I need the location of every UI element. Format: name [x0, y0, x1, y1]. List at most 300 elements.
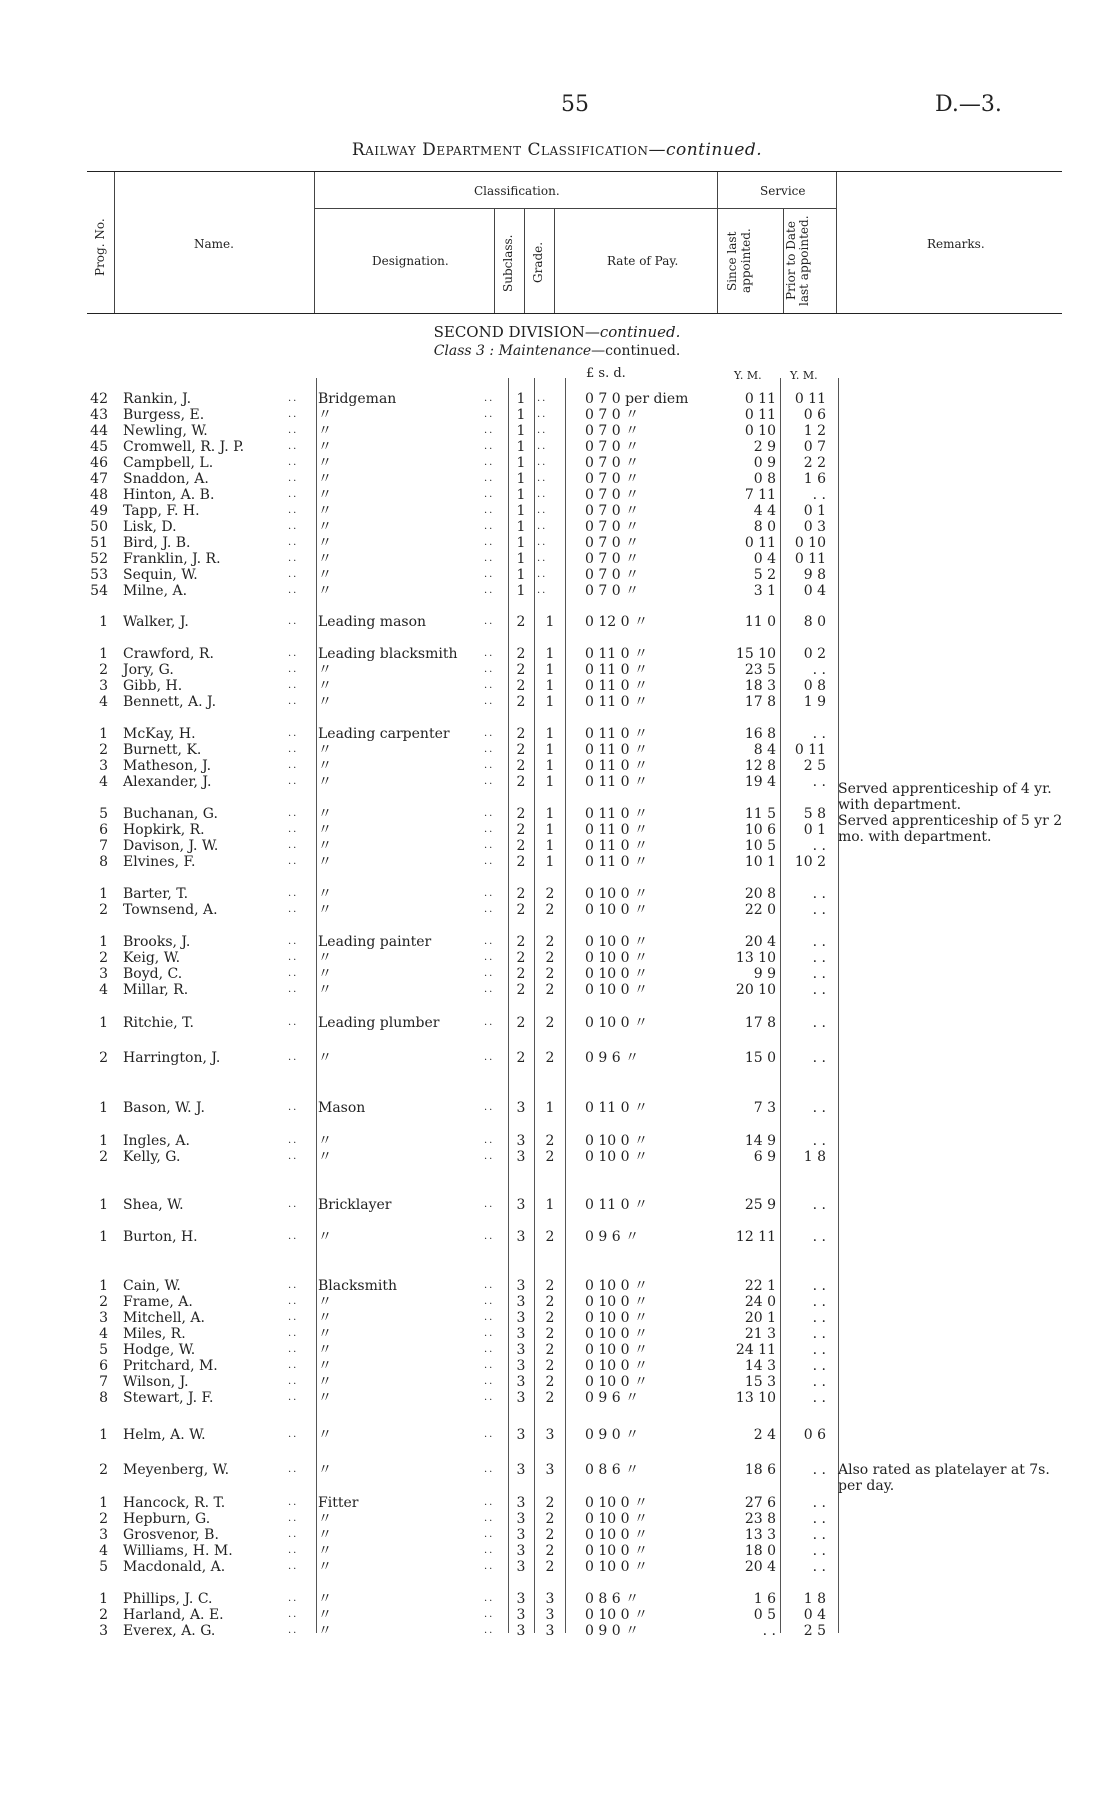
prog-no-cell: 46 — [90, 455, 108, 471]
leader-dots: .. — [288, 888, 299, 899]
leader-dots: .. — [484, 1625, 495, 1636]
table-row — [0, 535, 1114, 551]
remark-note: Served apprenticeship of 4 yr. with department. — [838, 781, 1052, 813]
prior-service-cell: . . — [812, 886, 826, 902]
name-cell: Burton, H. — [123, 1229, 198, 1245]
header-divider — [717, 172, 718, 313]
prog-no-cell: 1 — [99, 1591, 108, 1607]
designation-cell: 〃 — [318, 1462, 332, 1478]
table-row — [0, 662, 1114, 678]
prior-service-cell: . . — [812, 1495, 826, 1511]
leader-dots: .. — [537, 537, 548, 548]
subclass-cell: 2 — [516, 742, 526, 758]
leader-dots: .. — [288, 1609, 299, 1620]
since-last-appointed-cell: . . — [762, 1623, 776, 1639]
header-name: Name. — [194, 237, 234, 251]
leader-dots: .. — [288, 1625, 299, 1636]
since-last-appointed-cell: 0 4 — [753, 551, 776, 567]
leader-dots: .. — [484, 425, 495, 436]
rate-of-pay-cell: 0 10 0 〃 — [585, 1374, 648, 1390]
since-last-appointed-cell: 0 11 — [744, 391, 776, 407]
header-divider — [524, 208, 525, 313]
designation-cell: 〃 — [318, 774, 332, 790]
name-cell: Ingles, A. — [123, 1133, 190, 1149]
subclass-cell: 1 — [516, 439, 526, 455]
rate-of-pay-cell: 0 7 0 per diem — [585, 391, 689, 407]
leader-dots: .. — [484, 648, 495, 659]
table-row — [0, 1050, 1114, 1066]
rate-of-pay-cell: 0 7 0 〃 — [585, 439, 640, 455]
prior-service-cell: . . — [812, 774, 826, 790]
rate-of-pay-cell: 0 7 0 〃 — [585, 535, 640, 551]
grade-cell: 2 — [545, 1511, 555, 1527]
leader-dots: .. — [484, 1017, 495, 1028]
section-title-main: SECOND DIVISION — [433, 323, 585, 341]
prior-service-cell: . . — [812, 1358, 826, 1374]
subclass-cell: 3 — [516, 1326, 526, 1342]
prog-no-cell: 1 — [99, 934, 108, 950]
prior-service-cell: 0 8 — [803, 678, 826, 694]
leader-dots: .. — [484, 616, 495, 627]
grade-cell: 1 — [545, 662, 555, 678]
since-last-appointed-cell: 4 4 — [753, 503, 776, 519]
subclass-cell: 3 — [516, 1495, 526, 1511]
prior-service-cell: 0 11 — [794, 742, 826, 758]
subclass-cell: 2 — [516, 758, 526, 774]
subclass-cell: 3 — [516, 1133, 526, 1149]
name-cell: Boyd, C. — [123, 966, 183, 982]
rate-of-pay-cell: 0 10 0 〃 — [585, 1495, 648, 1511]
section-subtitle-continued: —continued. — [591, 343, 681, 359]
prior-service-cell: 0 4 — [803, 1607, 826, 1623]
grade-cell: 2 — [545, 1390, 555, 1406]
designation-cell: 〃 — [318, 535, 332, 551]
subclass-cell: 3 — [516, 1149, 526, 1165]
table-row — [0, 982, 1114, 998]
since-last-appointed-cell: 8 0 — [753, 519, 776, 535]
subclass-cell: 1 — [516, 423, 526, 439]
leader-dots: .. — [484, 1231, 495, 1242]
since-last-appointed-cell: 2 4 — [753, 1427, 776, 1443]
rate-of-pay-cell: 0 10 0 〃 — [585, 1133, 648, 1149]
leader-dots: .. — [288, 553, 299, 564]
grade-cell: 3 — [545, 1427, 555, 1443]
grade-cell: 2 — [545, 1495, 555, 1511]
rate-of-pay-cell: 0 10 0 〃 — [585, 1326, 648, 1342]
prior-service-cell: 2 2 — [803, 455, 826, 471]
table-row — [0, 1326, 1114, 1342]
subclass-cell: 2 — [516, 806, 526, 822]
table-row — [0, 503, 1114, 519]
name-cell: Kelly, G. — [123, 1149, 181, 1165]
table-row — [0, 487, 1114, 503]
name-cell: Harrington, J. — [123, 1050, 221, 1066]
prior-service-cell: 0 4 — [803, 583, 826, 599]
prog-no-cell: 2 — [99, 742, 108, 758]
since-last-appointed-cell: 15 0 — [744, 1050, 776, 1066]
prior-service-cell: . . — [812, 1310, 826, 1326]
designation-cell: 〃 — [318, 423, 332, 439]
grade-cell: 1 — [545, 774, 555, 790]
prog-no-cell: 1 — [99, 646, 108, 662]
table-row — [0, 1278, 1114, 1294]
prior-service-cell: . . — [812, 1278, 826, 1294]
prog-no-cell: 47 — [90, 471, 108, 487]
leader-dots: .. — [484, 1344, 495, 1355]
prog-no-cell: 3 — [99, 966, 108, 982]
leader-dots: .. — [484, 537, 495, 548]
prog-no-cell: 1 — [99, 726, 108, 742]
rate-of-pay-cell: 0 9 6 〃 — [585, 1050, 640, 1066]
title-continued: —continued. — [648, 140, 763, 160]
table-row — [0, 551, 1114, 567]
prior-service-cell: . . — [812, 1229, 826, 1245]
subclass-cell: 1 — [516, 583, 526, 599]
subclass-cell: 3 — [516, 1358, 526, 1374]
leader-dots: .. — [484, 952, 495, 963]
designation-cell: 〃 — [318, 1342, 332, 1358]
grade-cell: 1 — [545, 614, 555, 630]
prior-service-cell: . . — [812, 982, 826, 998]
name-cell: Williams, H. M. — [123, 1543, 233, 1559]
subclass-cell: 2 — [516, 838, 526, 854]
leader-dots: .. — [288, 968, 299, 979]
leader-dots: .. — [288, 904, 299, 915]
since-last-appointed-cell: 17 8 — [744, 694, 776, 710]
leader-dots: .. — [288, 393, 299, 404]
rate-of-pay-cell: 0 11 0 〃 — [585, 726, 648, 742]
subclass-cell: 3 — [516, 1607, 526, 1623]
rate-of-pay-cell: 0 9 6 〃 — [585, 1229, 640, 1245]
name-cell: Sequin, W. — [123, 567, 198, 583]
table-row — [0, 1495, 1114, 1511]
designation-cell: 〃 — [318, 982, 332, 998]
prog-no-cell: 4 — [99, 774, 108, 790]
grade-cell: 2 — [545, 1358, 555, 1374]
grade-cell: 1 — [545, 822, 555, 838]
prog-no-cell: 43 — [90, 407, 108, 423]
name-cell: Snaddon, A. — [123, 471, 209, 487]
prog-no-cell: 6 — [99, 822, 108, 838]
name-cell: Bason, W. J. — [123, 1100, 205, 1116]
since-last-appointed-cell: 22 0 — [744, 902, 776, 918]
prog-no-cell: 1 — [99, 1015, 108, 1031]
leader-dots: .. — [288, 840, 299, 851]
prior-service-cell: 0 11 — [794, 551, 826, 567]
name-cell: Matheson, J. — [123, 758, 212, 774]
header-divider — [554, 208, 555, 313]
since-last-appointed-cell: 14 3 — [744, 1358, 776, 1374]
prior-service-cell: . . — [812, 838, 826, 854]
since-last-appointed-cell: 22 1 — [744, 1278, 776, 1294]
header-divider — [114, 172, 115, 313]
subclass-cell: 3 — [516, 1278, 526, 1294]
rate-of-pay-cell: 0 7 0 〃 — [585, 583, 640, 599]
header-prog-no: Prog. No. — [93, 218, 107, 276]
designation-cell: 〃 — [318, 1358, 332, 1374]
subclass-cell: 3 — [516, 1462, 526, 1478]
subclass-cell: 1 — [516, 455, 526, 471]
prog-no-cell: 3 — [99, 1623, 108, 1639]
leader-dots: .. — [537, 473, 548, 484]
rate-of-pay-cell: 0 10 0 〃 — [585, 1527, 648, 1543]
leader-dots: .. — [288, 808, 299, 819]
leader-dots: .. — [484, 409, 495, 420]
rate-of-pay-cell: 0 12 0 〃 — [585, 614, 648, 630]
header-divider — [494, 208, 495, 313]
prior-service-cell: . . — [812, 1100, 826, 1116]
prog-no-cell: 5 — [99, 1559, 108, 1575]
rate-of-pay-cell: 0 7 0 〃 — [585, 519, 640, 535]
designation-cell: Mason — [318, 1100, 366, 1116]
leader-dots: .. — [288, 984, 299, 995]
subclass-cell: 3 — [516, 1623, 526, 1639]
leader-dots: .. — [288, 441, 299, 452]
subclass-cell: 2 — [516, 646, 526, 662]
prog-no-cell: 1 — [99, 1278, 108, 1294]
rate-of-pay-cell: 0 7 0 〃 — [585, 551, 640, 567]
leader-dots: .. — [288, 409, 299, 420]
leader-dots: .. — [537, 521, 548, 532]
name-cell: Wilson, J. — [123, 1374, 189, 1390]
leader-dots: .. — [288, 1151, 299, 1162]
table-row — [0, 678, 1114, 694]
prog-no-cell: 4 — [99, 1326, 108, 1342]
name-cell: Townsend, A. — [123, 902, 218, 918]
designation-cell: 〃 — [318, 551, 332, 567]
name-cell: Hancock, R. T. — [123, 1495, 226, 1511]
leader-dots: .. — [288, 521, 299, 532]
leader-dots: .. — [288, 1513, 299, 1524]
since-last-appointed-cell: 20 1 — [744, 1310, 776, 1326]
prior-service-cell: 1 9 — [803, 694, 826, 710]
table-row — [0, 934, 1114, 950]
leader-dots: .. — [288, 952, 299, 963]
leader-dots: .. — [484, 441, 495, 452]
prior-service-cell: 0 6 — [803, 1427, 826, 1443]
table-row — [0, 1591, 1114, 1607]
since-last-appointed-cell: 18 6 — [744, 1462, 776, 1478]
name-cell: Hodge, W. — [123, 1342, 196, 1358]
since-column-units: Y. M. — [734, 369, 762, 382]
prior-service-cell: . . — [812, 487, 826, 503]
designation-cell: Blacksmith — [318, 1278, 398, 1294]
leader-dots: .. — [484, 1561, 495, 1572]
prog-no-cell: 1 — [99, 1133, 108, 1149]
prog-no-cell: 1 — [99, 1427, 108, 1443]
leader-dots: .. — [288, 1052, 299, 1063]
leader-dots: .. — [288, 680, 299, 691]
grade-cell: 1 — [545, 646, 555, 662]
name-cell: Hopkirk, R. — [123, 822, 205, 838]
leader-dots: .. — [288, 664, 299, 675]
name-cell: Shea, W. — [123, 1197, 184, 1213]
prior-service-cell: . . — [812, 902, 826, 918]
subclass-cell: 2 — [516, 726, 526, 742]
leader-dots: .. — [484, 664, 495, 675]
prog-no-cell: 1 — [99, 1495, 108, 1511]
leader-dots: .. — [537, 585, 548, 596]
grade-cell: 1 — [545, 742, 555, 758]
leader-dots: .. — [484, 888, 495, 899]
rate-of-pay-cell: 0 8 6 〃 — [585, 1591, 640, 1607]
name-cell: Alexander, J. — [123, 774, 212, 790]
subclass-cell: 3 — [516, 1229, 526, 1245]
grade-cell: 1 — [545, 694, 555, 710]
table-row — [0, 391, 1114, 407]
designation-cell: Leading carpenter — [318, 726, 450, 742]
rate-of-pay-cell: 0 11 0 〃 — [585, 662, 648, 678]
grade-cell: 2 — [545, 1310, 555, 1326]
prog-no-cell: 5 — [99, 806, 108, 822]
designation-cell: 〃 — [318, 886, 332, 902]
since-last-appointed-cell: 5 2 — [753, 567, 776, 583]
prior-service-cell: 0 3 — [803, 519, 826, 535]
prog-no-cell: 1 — [99, 1229, 108, 1245]
designation-cell: 〃 — [318, 1623, 332, 1639]
header-designation: Designation. — [372, 254, 449, 268]
since-last-appointed-cell: 25 9 — [744, 1197, 776, 1213]
name-cell: Meyenberg, W. — [123, 1462, 230, 1478]
subclass-cell: 2 — [516, 854, 526, 870]
table-row — [0, 1197, 1114, 1213]
rate-of-pay-cell: 0 11 0 〃 — [585, 742, 648, 758]
since-last-appointed-cell: 23 5 — [744, 662, 776, 678]
prior-service-cell: . . — [812, 1197, 826, 1213]
subclass-cell: 1 — [516, 551, 526, 567]
subclass-cell: 2 — [516, 886, 526, 902]
prog-no-cell: 49 — [90, 503, 108, 519]
leader-dots: .. — [288, 1344, 299, 1355]
since-last-appointed-cell: 15 3 — [744, 1374, 776, 1390]
leader-dots: .. — [288, 1545, 299, 1556]
leader-dots: .. — [288, 1296, 299, 1307]
section-subtitle-class: Class 3 : — [433, 343, 499, 359]
designation-cell: Leading plumber — [318, 1015, 440, 1031]
leader-dots: .. — [484, 696, 495, 707]
since-last-appointed-cell: 11 5 — [744, 806, 776, 822]
subclass-cell: 2 — [516, 822, 526, 838]
designation-cell: 〃 — [318, 1133, 332, 1149]
name-cell: Grosvenor, B. — [123, 1527, 219, 1543]
subclass-cell: 2 — [516, 934, 526, 950]
rate-of-pay-cell: 0 7 0 〃 — [585, 471, 640, 487]
subclass-cell: 2 — [516, 678, 526, 694]
prog-no-cell: 5 — [99, 1342, 108, 1358]
table-row — [0, 1310, 1114, 1326]
name-cell: Milne, A. — [123, 583, 188, 599]
prog-no-cell: 8 — [99, 854, 108, 870]
since-last-appointed-cell: 0 5 — [753, 1607, 776, 1623]
since-last-appointed-cell: 15 10 — [735, 646, 776, 662]
since-last-appointed-cell: 20 4 — [744, 1559, 776, 1575]
rate-of-pay-cell: 0 7 0 〃 — [585, 503, 640, 519]
name-cell: Cain, W. — [123, 1278, 181, 1294]
name-cell: Jory, G. — [123, 662, 174, 678]
leader-dots: .. — [484, 1312, 495, 1323]
leader-dots: .. — [484, 760, 495, 771]
leader-dots: .. — [484, 585, 495, 596]
leader-dots: .. — [288, 585, 299, 596]
leader-dots: .. — [484, 808, 495, 819]
table-row — [0, 1607, 1114, 1623]
prior-service-cell: . . — [812, 950, 826, 966]
name-cell: Gibb, H. — [123, 678, 183, 694]
name-cell: Keig, W. — [123, 950, 181, 966]
since-last-appointed-cell: 7 3 — [753, 1100, 776, 1116]
table-row — [0, 583, 1114, 599]
grade-cell: 1 — [545, 838, 555, 854]
grade-cell: 3 — [545, 1591, 555, 1607]
leader-dots: .. — [484, 1360, 495, 1371]
leader-dots: .. — [288, 537, 299, 548]
designation-cell: 〃 — [318, 1527, 332, 1543]
leader-dots: .. — [288, 1199, 299, 1210]
prior-service-cell: . . — [812, 1342, 826, 1358]
prior-service-cell: 0 1 — [803, 822, 826, 838]
table-row — [0, 1427, 1114, 1443]
prog-no-cell: 3 — [99, 758, 108, 774]
rate-of-pay-cell: 0 11 0 〃 — [585, 806, 648, 822]
leader-dots: .. — [537, 569, 548, 580]
subclass-cell: 3 — [516, 1527, 526, 1543]
rate-of-pay-cell: 0 9 6 〃 — [585, 1390, 640, 1406]
name-cell: Ritchie, T. — [123, 1015, 194, 1031]
since-last-appointed-cell: 19 4 — [744, 774, 776, 790]
since-last-appointed-cell: 0 11 — [744, 407, 776, 423]
grade-cell: 1 — [545, 758, 555, 774]
name-cell: Cromwell, R. J. P. — [123, 439, 245, 455]
leader-dots: .. — [484, 1296, 495, 1307]
prior-service-cell: 9 8 — [803, 567, 826, 583]
leader-dots: .. — [288, 1102, 299, 1113]
subclass-cell: 3 — [516, 1543, 526, 1559]
name-cell: Stewart, J. F. — [123, 1390, 214, 1406]
leader-dots: .. — [484, 1328, 495, 1339]
name-cell: Newling, W. — [123, 423, 208, 439]
leader-dots: .. — [537, 425, 548, 436]
subclass-cell: 2 — [516, 1015, 526, 1031]
grade-cell: 2 — [545, 1326, 555, 1342]
since-last-appointed-cell: 2 9 — [753, 439, 776, 455]
designation-cell: 〃 — [318, 822, 332, 838]
prior-service-cell: 1 8 — [803, 1591, 826, 1607]
since-last-appointed-cell: 12 8 — [744, 758, 776, 774]
table-row — [0, 1294, 1114, 1310]
table-row — [0, 966, 1114, 982]
leader-dots: .. — [288, 1376, 299, 1387]
since-last-appointed-cell: 20 4 — [744, 934, 776, 950]
prog-no-cell: 7 — [99, 838, 108, 854]
prior-service-cell: 1 2 — [803, 423, 826, 439]
since-last-appointed-cell: 23 8 — [744, 1511, 776, 1527]
leader-dots: .. — [288, 1280, 299, 1291]
title-main: Railway Department Classification — [351, 140, 649, 160]
since-last-appointed-cell: 18 3 — [744, 678, 776, 694]
rate-of-pay-cell: 0 10 0 〃 — [585, 1607, 648, 1623]
leader-dots: .. — [288, 824, 299, 835]
designation-cell: 〃 — [318, 519, 332, 535]
designation-cell: 〃 — [318, 758, 332, 774]
rate-of-pay-cell: 0 10 0 〃 — [585, 886, 648, 902]
rate-of-pay-cell: 0 7 0 〃 — [585, 487, 640, 503]
leader-dots: .. — [537, 489, 548, 500]
leader-dots: .. — [288, 1328, 299, 1339]
header-service: Service — [760, 184, 806, 198]
rate-of-pay-cell: 0 11 0 〃 — [585, 678, 648, 694]
leader-dots: .. — [537, 409, 548, 420]
prog-no-cell: 2 — [99, 1511, 108, 1527]
